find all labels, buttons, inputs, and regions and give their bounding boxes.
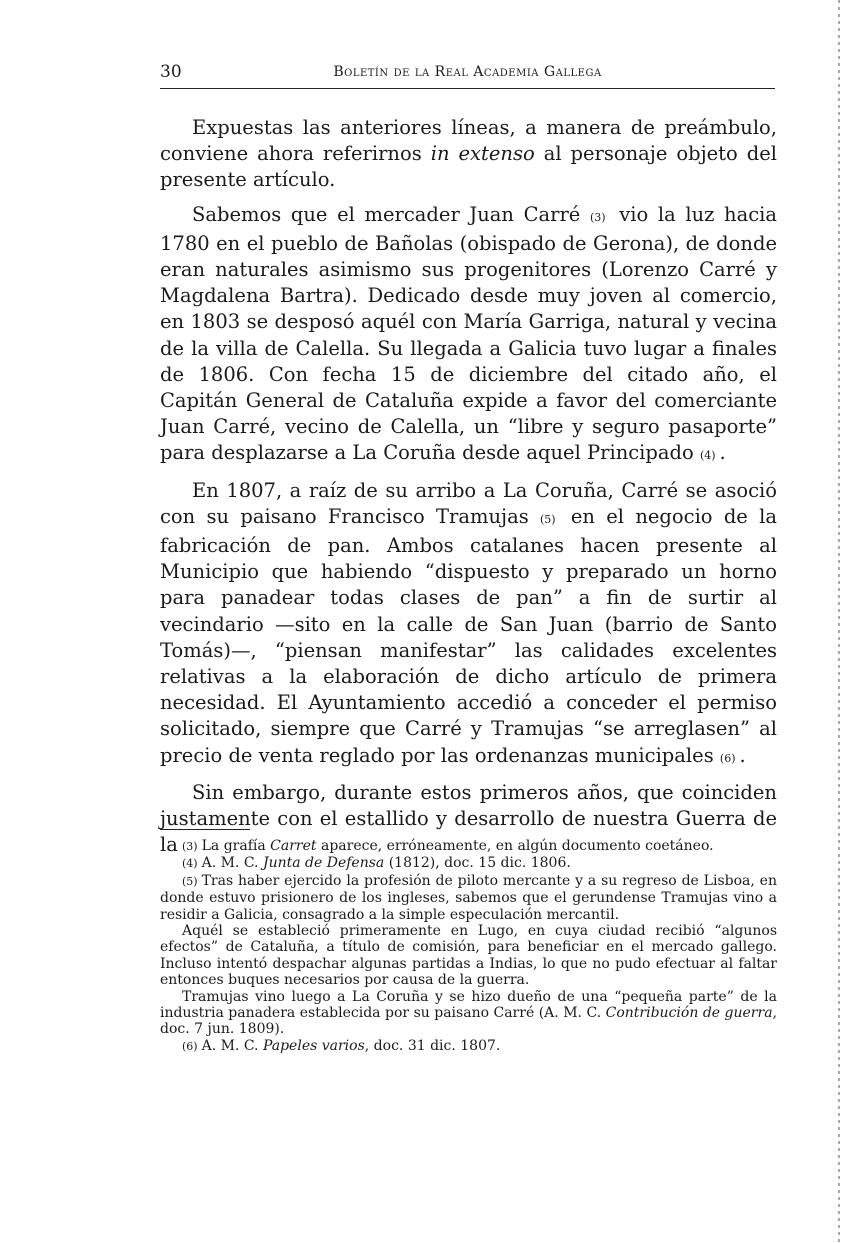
footnote-ref-5[interactable]: (5) bbox=[540, 512, 556, 526]
body-text bbox=[160, 115, 777, 866]
footnote-5: (5) Tras haber ejercido la profesión de piloto mercante y a su regreso de Lisboa, en donde estuvo prisionero de los ingleses, sabemos que el gerundense Tramujas vino a residir a Galicia, consagrado a la simple especulación mercantil. bbox=[160, 872, 777, 923]
footnote-5-final: Tramujas vino luego a La Coruña y se hizo dueño de una “pequeña parte” de la industria panadera establecida por su paisano Carré (A. M. C. Contribución de guerra, doc. 7 jun. 1809). bbox=[160, 988, 777, 1038]
footnote-3: (3) La grafía Carret aparece, erróneamente, en algún documento coetáneo. bbox=[182, 838, 714, 854]
footnote-ref-3[interactable]: (3) bbox=[589, 210, 606, 224]
paragraph-3: En 1807, a raíz de su arribo a La Coruña, Carré se asoció con su paisano Francisco Tramujas (5) en el negocio de la fabricación de pan. Ambos catalanes hacen presente al Municipio que habiendo “dispuesto y preparado un horno para panadear todas clases de pan” a fin de surtir al vecindario —sito en la calle de San Juan (barrio de Santo Tomás)—, “piensan manifestar” las calidades excelentes relativas a la elaboración de dicho artículo de primera necesidad. El Ayuntamiento accedió a conceder el permiso solicitado, siempre que Carré y Tramujas “se arreglasen” al precio de venta reglado por las ordenanzas municipales (6) . bbox=[160, 478, 777, 767]
paragraph-1: Expuestas las anteriores líneas, a manera de preámbulo, conviene ahora referirnos in extenso al personaje objeto del presente artículo. bbox=[160, 116, 777, 192]
italic-term: in extenso bbox=[430, 142, 535, 166]
footnote-ref-4[interactable]: (4) bbox=[699, 449, 716, 463]
footnotes bbox=[160, 838, 777, 1055]
paragraph-2: Sabemos que el mercader Juan Carré (3) vio la luz hacia 1780 en el pueblo de Bañolas (obispado de Gerona), de donde eran naturales asimismo sus progenitores (Lorenzo Carré y Magdalena Bartra). Dedicado desde muy joven al comercio, en 1803 se desposó aquél con María Garriga, natural y vecina de la villa de Calella. Su llegada a Galicia tuvo lugar a finales de 1806. Con fecha 15 de diciembre del citado año, el Capitán General de Cataluña expide a favor del comerciante Juan Carré, vecino de Calella, un “libre y seguro pasaporte” para desplazarse a La Coruña desde aquel Principado (4) . bbox=[160, 202, 778, 465]
footnote-5-continued: Aquél se estableció primeramente en Lugo, en cuya ciudad recibió “algunos efectos” de Cataluña, a título de comisión, para beneficiar en el mercado gallego. Incluso intentó despachar algunas partidas a Indias, lo que no pudo efectuar al faltar entonces buques necesarios por causa de la guerra. bbox=[160, 923, 777, 989]
page-header bbox=[160, 58, 775, 89]
page-edge-mark bbox=[838, 0, 840, 1243]
footnote-6: (6) A. M. C. Papeles varios, doc. 31 dic. 1807. bbox=[182, 1037, 501, 1054]
running-title: Boletín de la Real Academia Gallega bbox=[333, 64, 602, 80]
footnote-divider bbox=[160, 829, 250, 830]
footnote-ref-6[interactable]: (6) bbox=[719, 751, 736, 765]
paragraph-4: Sin embargo, durante estos primeros años, que coinciden justamente con el estallido y desarrollo de nuestra Guerra de la bbox=[160, 780, 777, 857]
page-number: 30 bbox=[160, 62, 182, 82]
footnote-4: (4) A. M. C. Junta de Defensa (1812), doc. 15 dic. 1806. bbox=[182, 855, 571, 872]
